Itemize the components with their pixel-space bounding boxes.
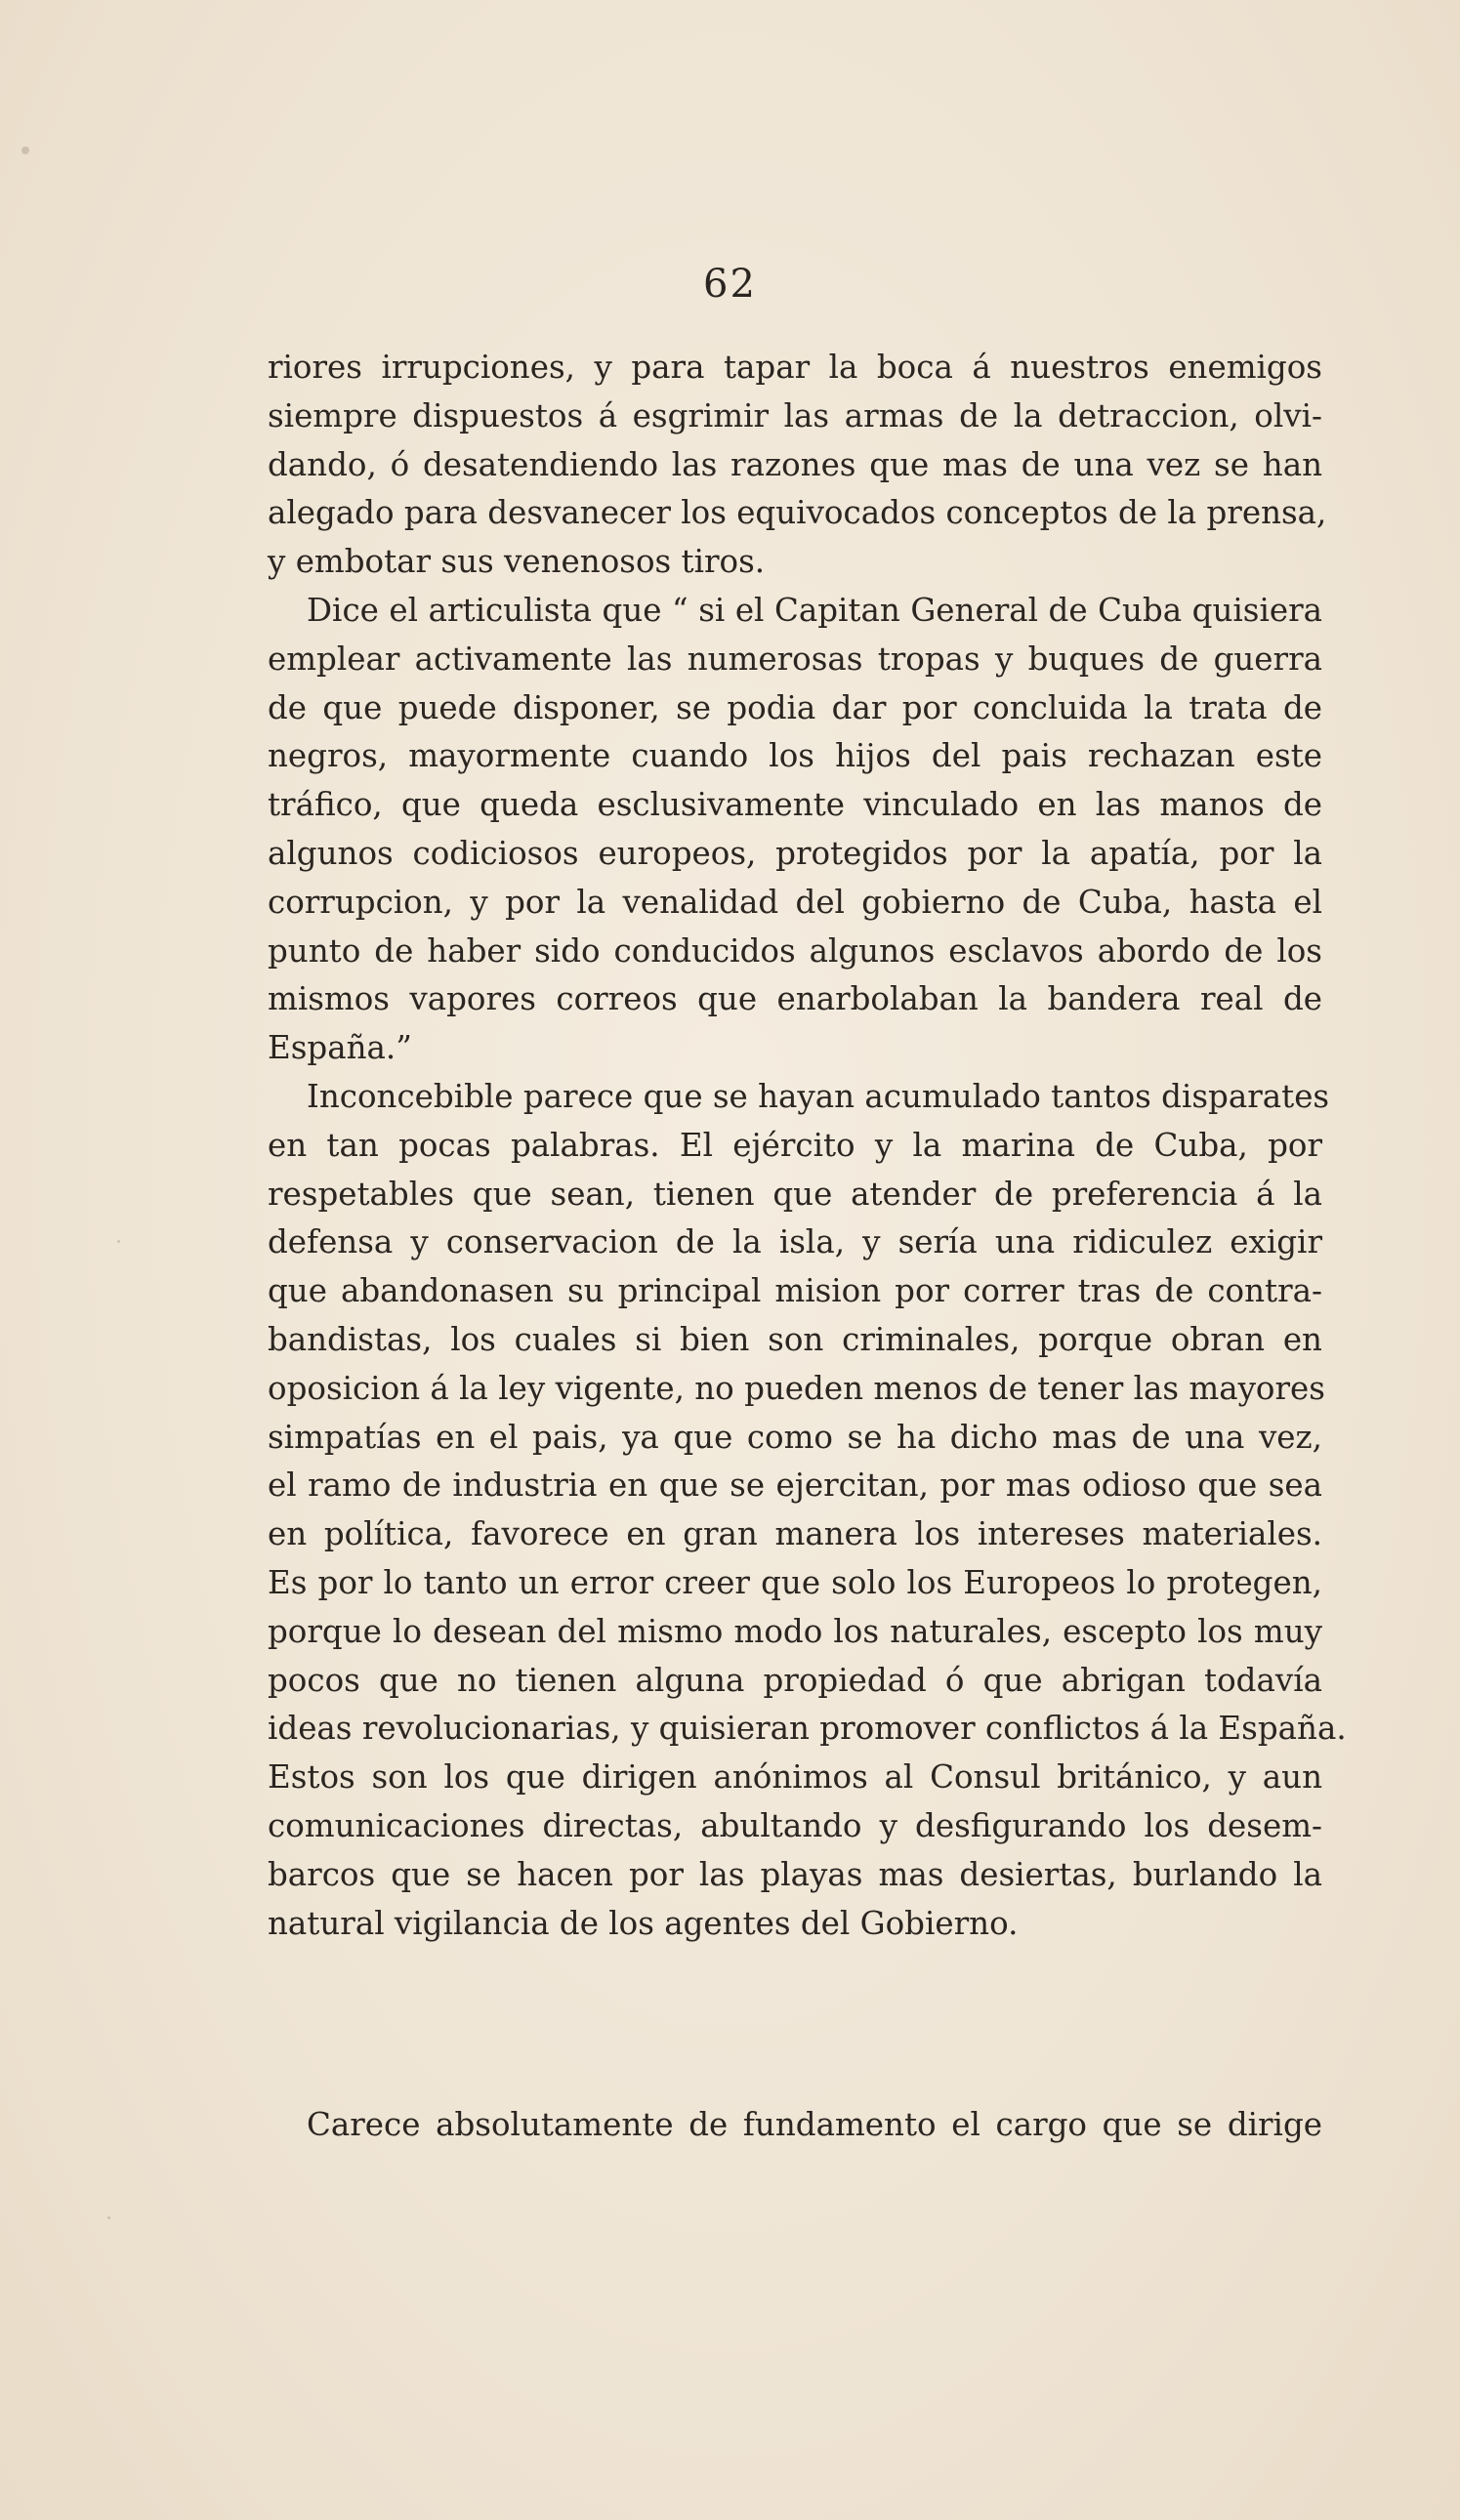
text-line: y embotar sus venenosos tiros. [268, 543, 766, 581]
text-line: simpatías en el pais, ya que como se ha dicho mas de una vez, [268, 1418, 1322, 1456]
paper-speck [107, 2216, 110, 2219]
text-line: natural vigilancia de los agentes del Gobierno. [268, 1904, 1019, 1942]
text-line: corrupcion, y por la venalidad del gobierno de Cuba, hasta el [268, 883, 1322, 921]
text-line: que abandonasen su principal mision por correr tras de contra- [268, 1272, 1322, 1310]
text-line: Estos son los que dirigen anónimos al Consul británico, y aun [268, 1758, 1322, 1797]
paper-speck [21, 146, 29, 154]
next-paragraph-line: Carece absolutamente de fundamento el cargo que se dirige [307, 2106, 1322, 2143]
text-line: mismos vapores correos que enarbolaban la bandera real de [268, 980, 1322, 1018]
text-line: porque lo desean del mismo modo los naturales, escepto los muy [268, 1612, 1322, 1650]
text-line: defensa y conservacion de la isla, y sería una ridiculez exigir [268, 1223, 1322, 1261]
text-line: Es por lo tanto un error creer que solo los Europeos lo protegen, [268, 1563, 1322, 1601]
text-line: emplear activamente las numerosas tropas y buques de guerra [268, 640, 1322, 678]
text-line: barcos que se hacen por las playas mas desiertas, burlando la [268, 1855, 1322, 1893]
text-line: comunicaciones directas, abultando y desfigurando los desem- [268, 1806, 1322, 1844]
text-line: negros, mayormente cuando los hijos del pais rechazan este [268, 737, 1322, 775]
text-line: tráfico, que queda esclusivamente vinculado en las manos de [268, 786, 1322, 824]
paper-speck [117, 1240, 120, 1243]
page-number: 62 [703, 262, 757, 307]
text-line: dando, ó desatendiendo las razones que mas de una vez se han [268, 445, 1322, 483]
text-line: respetables que sean, tienen que atender de preferencia á la [268, 1175, 1322, 1213]
text-line: Dice el articulista que “ si el Capitan General de Cuba quisiera [307, 591, 1322, 629]
body-text [268, 344, 1347, 1948]
text-line: de que puede disponer, se podia dar por concluida la trata de [268, 688, 1322, 726]
text-line: en política, favorece en gran manera los intereses materiales. [268, 1515, 1322, 1553]
text-line: punto de haber sido conducidos algunos esclavos abordo de los [268, 931, 1322, 970]
text-line: Inconcebible parece que se hayan acumulado tantos disparates [307, 1077, 1330, 1115]
text-line: el ramo de industria en que se ejercitan, por mas odioso que sea [268, 1467, 1322, 1505]
text-line: España.” [268, 1029, 412, 1067]
text-line: pocos que no tienen alguna propiedad ó que abrigan todavía [268, 1661, 1322, 1699]
text-line: siempre dispuestos á esgrimir las armas de la detraccion, olvi- [268, 396, 1322, 434]
text-line: bandistas, los cuales si bien son criminales, porque obran en [268, 1320, 1322, 1358]
text-line: ideas revolucionarias, y quisieran promover conflictos á la España. [268, 1710, 1347, 1748]
text-line: en tan pocas palabras. El ejército y la marina de Cuba, por [268, 1126, 1322, 1164]
text-line: algunos codiciosos europeos, protegidos por la apatía, por la [268, 834, 1322, 872]
text-line: alegado para desvanecer los equivocados conceptos de la prensa, [268, 494, 1327, 532]
text-line: riores irrupciones, y para tapar la boca á nuestros enemigos [268, 349, 1322, 386]
text-line: oposicion á la ley vigente, no pueden menos de tener las mayores [268, 1369, 1325, 1407]
